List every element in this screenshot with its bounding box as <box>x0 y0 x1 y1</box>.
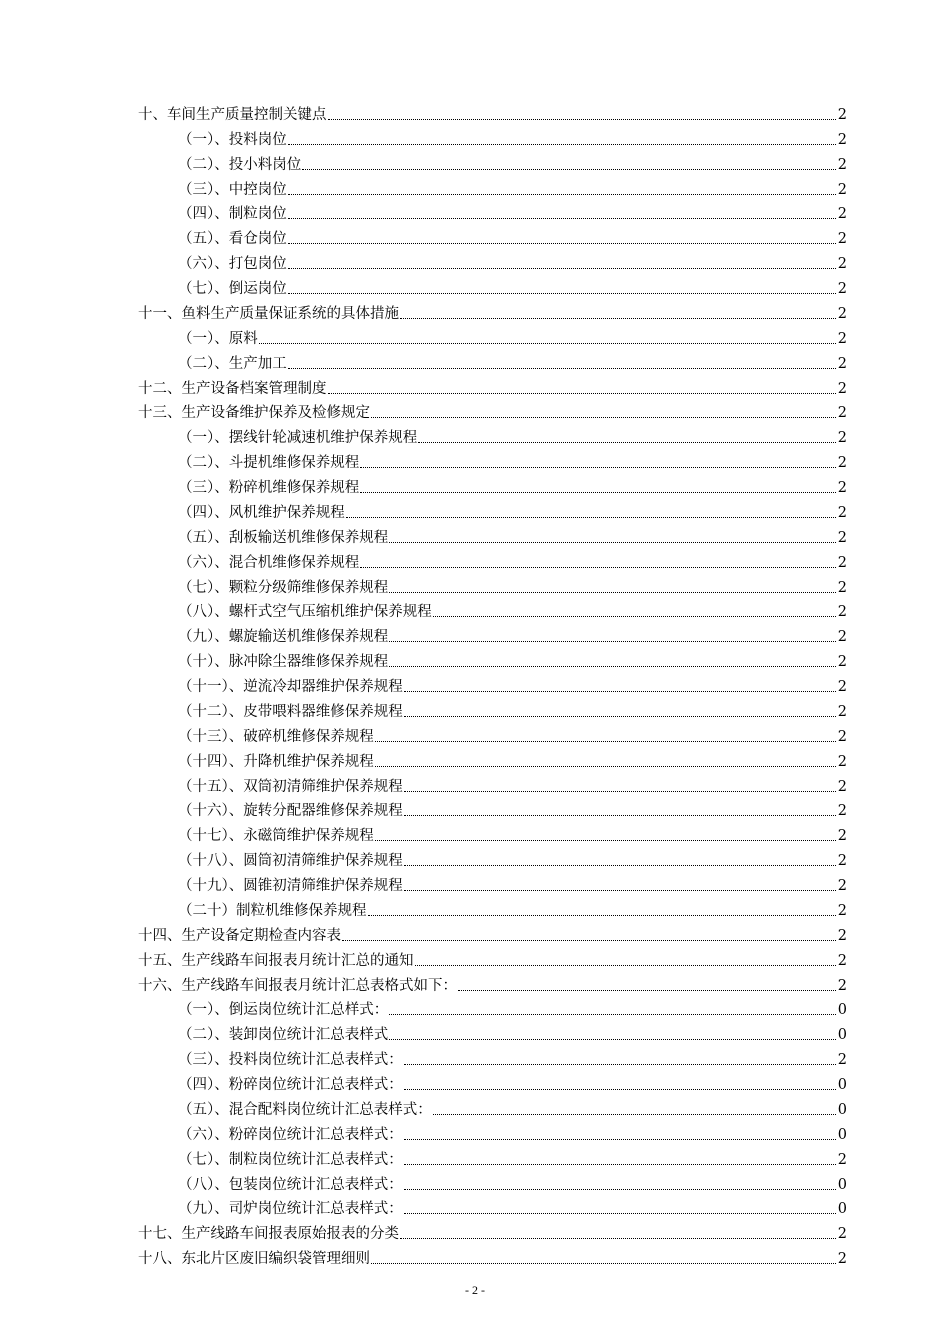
toc-entry[interactable] <box>138 845 847 870</box>
toc-entry-page: 2 <box>837 1151 847 1168</box>
toc-entry-page: 2 <box>837 778 847 795</box>
dot-leader <box>433 1108 836 1115</box>
toc-entry-label: （一）、摆线针轮减速机维护保养规程 <box>178 430 418 447</box>
page-number: - 2 - <box>465 1283 485 1297</box>
toc-entry-page: 2 <box>837 753 847 770</box>
toc-entry-label: （二）、生产加工 <box>178 355 287 372</box>
toc-entry[interactable] <box>138 99 847 124</box>
dot-leader <box>371 1257 836 1264</box>
toc-entry[interactable] <box>138 348 847 373</box>
toc-entry[interactable] <box>138 1119 847 1144</box>
toc-entry-label: （一）、原料 <box>178 330 258 347</box>
dot-leader <box>404 884 836 891</box>
dot-leader <box>342 934 836 941</box>
dot-leader <box>400 312 836 319</box>
toc-entry[interactable] <box>138 547 847 572</box>
dot-leader <box>368 909 837 916</box>
toc-entry-page: 2 <box>837 728 847 745</box>
dot-leader <box>389 586 836 593</box>
toc-entry[interactable] <box>138 323 847 348</box>
toc-entry[interactable] <box>138 522 847 547</box>
dot-leader <box>404 1183 836 1190</box>
toc-entry[interactable] <box>138 1243 847 1268</box>
toc-entry-label: （五）、刮板输送机维修保养规程 <box>178 529 389 546</box>
toc-entry-page: 0 <box>837 1077 847 1093</box>
dot-leader <box>288 138 836 145</box>
toc-entry-page: 2 <box>837 853 847 870</box>
toc-entry[interactable] <box>138 597 847 622</box>
dot-leader <box>404 1133 836 1140</box>
toc-entry-page: 2 <box>837 579 847 596</box>
dot-leader <box>404 809 836 816</box>
dot-leader <box>288 362 836 369</box>
toc-entry-page: 2 <box>837 131 847 148</box>
toc-entry[interactable] <box>138 248 847 273</box>
toc-entry-label: 十五、生产线路车间报表月统计汇总的通知 <box>138 952 414 969</box>
toc-entry-label: （六）、粉碎岗位统计汇总表样式： <box>178 1126 403 1143</box>
toc-entry[interactable] <box>138 1019 847 1044</box>
dot-leader <box>404 1058 836 1065</box>
toc-entry-label: （五）、看仓岗位 <box>178 231 287 248</box>
toc-entry[interactable] <box>138 696 847 721</box>
dot-leader <box>389 536 836 543</box>
toc-entry-page: 2 <box>837 529 847 546</box>
dot-leader <box>360 561 836 568</box>
toc-entry-page: 2 <box>837 803 847 820</box>
dot-leader <box>302 163 836 170</box>
toc-entry[interactable] <box>138 174 847 199</box>
toc-entry-label: （五）、混合配料岗位统计汇总表样式： <box>178 1101 432 1118</box>
toc-entry-page: 2 <box>837 1251 847 1268</box>
toc-entry-label: （六）、打包岗位 <box>178 256 287 273</box>
toc-entry-page: 0 <box>837 1002 847 1019</box>
toc-entry[interactable] <box>138 472 847 497</box>
table-of-contents <box>138 99 847 1268</box>
toc-entry-page: 2 <box>837 156 847 173</box>
dot-leader <box>360 461 836 468</box>
toc-entry-label: 十三、生产设备维护保养及检修规定 <box>138 405 370 422</box>
toc-entry-page: 2 <box>837 703 847 720</box>
toc-entry[interactable] <box>138 398 847 423</box>
toc-entry-page: 2 <box>837 330 847 347</box>
toc-entry[interactable] <box>138 373 847 398</box>
toc-entry-page: 2 <box>837 181 847 198</box>
toc-entry-page: 2 <box>837 355 847 372</box>
toc-entry-label: （八）、包装岗位统计汇总表样式： <box>178 1176 403 1193</box>
toc-entry-page: 2 <box>837 902 847 919</box>
toc-entry-label: （十四）、升降机维护保养规程 <box>178 753 374 770</box>
toc-entry[interactable] <box>138 422 847 447</box>
toc-entry-label: （二）、投小料岗位 <box>178 156 302 173</box>
dot-leader <box>389 1033 836 1040</box>
toc-entry[interactable] <box>138 1194 847 1219</box>
dot-leader <box>360 486 836 493</box>
toc-entry-label: 十四、生产设备定期检查内容表 <box>138 927 341 944</box>
toc-entry-page: 2 <box>837 231 847 248</box>
toc-entry-label: （十一）、逆流冷却器维护保养规程 <box>178 679 403 695</box>
toc-entry-page: 2 <box>837 554 847 571</box>
dot-leader <box>288 188 836 195</box>
toc-entry[interactable] <box>138 820 847 845</box>
toc-entry-page: 0 <box>837 1101 847 1118</box>
dot-leader <box>389 1008 836 1015</box>
dot-leader <box>404 1083 836 1090</box>
toc-entry-label: （七）、制粒岗位统计汇总表样式： <box>178 1151 403 1168</box>
dot-leader <box>371 411 836 418</box>
toc-entry-page: 2 <box>837 629 847 646</box>
toc-entry-page: 0 <box>837 1027 847 1044</box>
toc-entry-page: 2 <box>837 1226 847 1243</box>
toc-entry-label: （九）、司炉岗位统计汇总表样式： <box>178 1201 403 1218</box>
toc-entry-page: 2 <box>837 256 847 273</box>
toc-entry-page: 2 <box>837 679 847 695</box>
toc-entry-page: 2 <box>837 405 847 422</box>
toc-entry-label: （七）、倒运岗位 <box>178 281 287 297</box>
toc-entry-label: （三）、中控岗位 <box>178 181 287 198</box>
toc-entry[interactable] <box>138 870 847 895</box>
dot-leader <box>375 834 836 841</box>
toc-entry-page: 2 <box>837 430 847 447</box>
toc-entry-page: 0 <box>837 1176 847 1193</box>
dot-leader <box>288 287 836 294</box>
dot-leader <box>259 337 836 344</box>
toc-entry[interactable] <box>138 646 847 671</box>
dot-leader <box>433 610 836 617</box>
toc-entry-page: 2 <box>837 305 847 322</box>
toc-entry[interactable] <box>138 572 847 597</box>
dot-leader <box>415 959 837 966</box>
toc-entry-page: 0 <box>837 1201 847 1218</box>
dot-leader <box>404 1158 836 1165</box>
toc-entry-page: 2 <box>837 1052 847 1069</box>
toc-entry-page: 2 <box>837 878 847 894</box>
toc-entry[interactable] <box>138 796 847 821</box>
dot-leader <box>288 262 836 269</box>
toc-entry[interactable] <box>138 1069 847 1094</box>
dot-leader <box>404 710 836 717</box>
toc-entry-label: （九）、螺旋输送机维修保养规程 <box>178 629 389 646</box>
toc-entry-label: （一）、倒运岗位统计汇总样式： <box>178 1002 389 1019</box>
toc-entry[interactable] <box>138 995 847 1020</box>
toc-entry-page: 2 <box>837 480 847 496</box>
toc-entry[interactable] <box>138 1094 847 1119</box>
toc-entry[interactable] <box>138 1169 847 1194</box>
toc-entry[interactable] <box>138 920 847 945</box>
toc-entry[interactable] <box>138 273 847 298</box>
dot-leader <box>458 984 836 991</box>
toc-entry-label: （七）、颗粒分级筛维修保养规程 <box>178 579 389 596</box>
dot-leader <box>328 387 837 394</box>
toc-entry-label: （十五）、双筒初清筛维护保养规程 <box>178 778 403 795</box>
toc-entry[interactable] <box>138 771 847 796</box>
dot-leader <box>389 635 836 642</box>
toc-entry-page: 2 <box>837 828 847 845</box>
toc-entry[interactable] <box>138 721 847 746</box>
toc-entry-label: （六）、混合机维修保养规程 <box>178 554 360 571</box>
toc-entry-page: 2 <box>837 455 847 472</box>
toc-entry-page: 2 <box>837 654 847 671</box>
toc-entry[interactable] <box>138 149 847 174</box>
toc-entry-page: 0 <box>837 1126 847 1143</box>
dot-leader <box>328 113 837 120</box>
toc-entry[interactable] <box>138 497 847 522</box>
dot-leader <box>404 859 836 866</box>
toc-entry[interactable] <box>138 671 847 696</box>
toc-entry[interactable] <box>138 895 847 920</box>
toc-entry[interactable] <box>138 1044 847 1069</box>
toc-entry-page: 2 <box>837 927 847 944</box>
toc-entry[interactable] <box>138 746 847 771</box>
toc-entry-label: （二）、斗提机维修保养规程 <box>178 455 360 472</box>
toc-entry-label: 十一、鱼料生产质量保证系统的具体措施 <box>138 305 399 322</box>
toc-entry-label: （四）、制粒岗位 <box>178 206 287 223</box>
toc-entry-label: （十九）、圆锥初清筛维护保养规程 <box>178 878 403 894</box>
toc-entry[interactable] <box>138 223 847 248</box>
dot-leader <box>418 436 836 443</box>
toc-entry-label: （二）、装卸岗位统计汇总表样式 <box>178 1027 389 1044</box>
toc-entry-page: 2 <box>837 380 847 397</box>
toc-entry-label: （十二）、皮带喂料器维修保养规程 <box>178 703 403 720</box>
dot-leader <box>375 735 836 742</box>
dot-leader <box>404 785 836 792</box>
toc-entry[interactable] <box>138 1218 847 1243</box>
dot-leader <box>400 1232 836 1239</box>
toc-entry[interactable] <box>138 124 847 149</box>
toc-entry[interactable] <box>138 945 847 970</box>
toc-entry-page: 2 <box>837 504 847 521</box>
dot-leader <box>389 660 836 667</box>
toc-entry-label: （四）、粉碎岗位统计汇总表样式： <box>178 1077 403 1093</box>
toc-entry-label: （八）、螺杆式空气压缩机维护保养规程 <box>178 604 432 621</box>
toc-entry-label: 十八、东北片区废旧编织袋管理细则 <box>138 1251 370 1268</box>
toc-entry[interactable] <box>138 298 847 323</box>
toc-entry[interactable] <box>138 199 847 224</box>
toc-entry-label: （十三）、破碎机维修保养规程 <box>178 728 374 745</box>
dot-leader <box>375 760 836 767</box>
toc-entry-label: （十八）、圆筒初清筛维护保养规程 <box>178 853 403 870</box>
toc-entry[interactable] <box>138 621 847 646</box>
toc-entry-label: （一）、投料岗位 <box>178 131 287 148</box>
toc-entry-page: 2 <box>837 106 847 123</box>
toc-entry-label: （十七）、永磁筒维护保养规程 <box>178 828 374 845</box>
toc-entry-label: （十六）、旋转分配器维修保养规程 <box>178 803 403 820</box>
toc-entry-label: （三）、投料岗位统计汇总表样式： <box>178 1052 403 1069</box>
toc-entry-label: 十、车间生产质量控制关键点 <box>138 106 327 123</box>
toc-entry[interactable] <box>138 447 847 472</box>
toc-entry-label: （三）、粉碎机维修保养规程 <box>178 480 360 496</box>
toc-entry[interactable] <box>138 970 847 995</box>
toc-entry-page: 2 <box>837 281 847 297</box>
dot-leader <box>404 685 836 692</box>
dot-leader <box>346 511 836 518</box>
toc-entry-page: 2 <box>837 206 847 223</box>
toc-entry[interactable] <box>138 1144 847 1169</box>
dot-leader <box>288 212 836 219</box>
toc-entry-page: 2 <box>837 977 847 994</box>
toc-entry-page: 2 <box>837 604 847 621</box>
dot-leader <box>404 1207 836 1214</box>
toc-entry-label: （四）、风机维护保养规程 <box>178 504 345 521</box>
toc-entry-page: 2 <box>837 952 847 969</box>
dot-leader <box>288 237 836 244</box>
toc-entry-label: 十六、生产线路车间报表月统计汇总表格式如下： <box>138 977 457 994</box>
toc-entry-label: （十）、脉冲除尘器维修保养规程 <box>178 654 389 671</box>
toc-entry-label: （二十）制粒机维修保养规程 <box>178 902 367 919</box>
toc-entry-label: 十二、生产设备档案管理制度 <box>138 380 327 397</box>
toc-entry-label: 十七、生产线路车间报表原始报表的分类 <box>138 1226 399 1243</box>
